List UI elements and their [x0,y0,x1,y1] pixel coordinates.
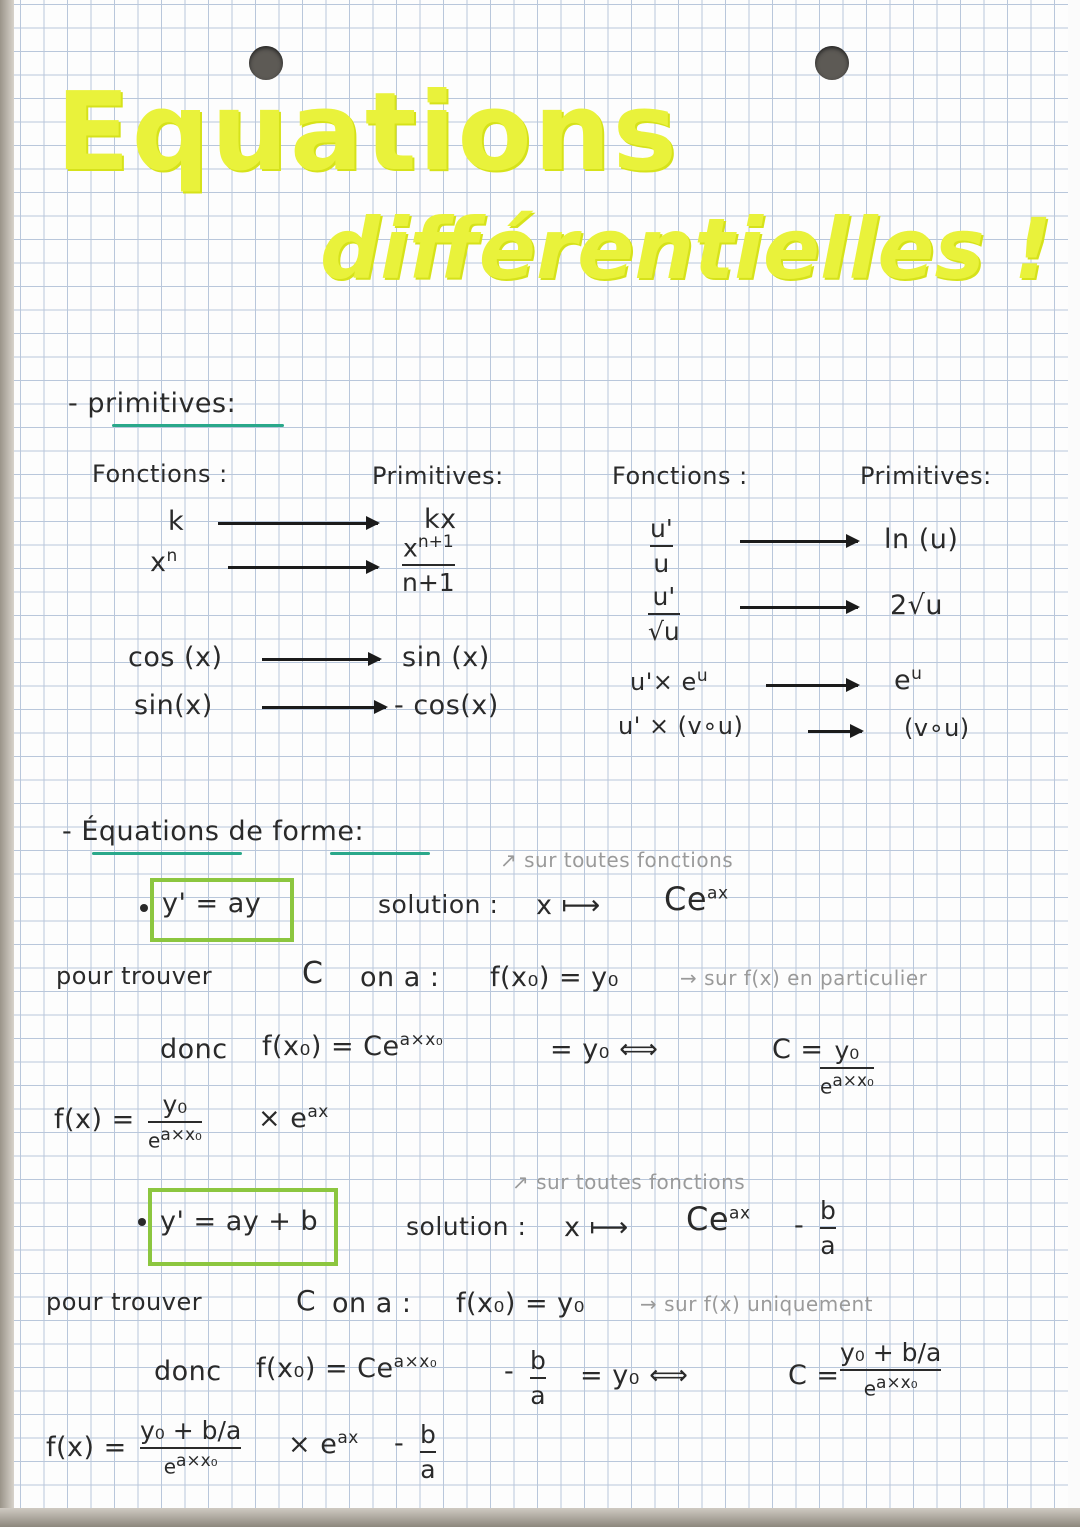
arrow-icon [228,566,378,569]
func-u-prime-times-exp-u: $u'\times e^u$ [630,666,709,696]
func-sin: sin(x) [134,690,213,721]
arrow-icon [262,706,386,709]
eq2-C-label: C = [788,1360,840,1391]
func-u-prime-over-sqrt-u: u' √u [648,582,680,646]
eq2-f-minus: - [394,1428,405,1459]
eq2-form: y' = ay + b [160,1206,319,1237]
eq2-find-prefix: pour trouver [46,1288,203,1316]
eq2-donc-label: donc [154,1356,222,1387]
section-heading-equations: - Équations de forme: [62,816,365,847]
eq2-find-note: → sur f(x) uniquement [640,1292,874,1316]
eq1-f-times-exp: × $e^{ax}$ [258,1102,329,1134]
func-x-pow-n: $x^n$ [150,546,178,578]
eq1-f-label: f(x) = [54,1104,135,1135]
func-u-prime-times-v-of-u: u' × (v∘u) [618,712,744,740]
prim-kx: kx [424,504,457,535]
title-line-2: différentielles ! [320,200,1053,298]
eq1-find-C: C [302,956,324,991]
page-bottom-edge [0,1508,1080,1527]
eq2-solution-map: x ⟼ [564,1212,629,1243]
eq1-donc-eq: = y₀ ⟺ [550,1034,659,1065]
prim-sin: sin (x) [402,642,490,673]
func-cos: cos (x) [128,642,223,673]
col-header-fonctions-right: Fonctions : [612,462,748,490]
eq1-donc-label: donc [160,1034,228,1065]
eq1-solution-expr: $Ce^{ax}$ [664,880,729,918]
arrow-icon [740,606,858,609]
func-u-prime-over-u: u' u [650,514,673,578]
prim-minus-cos: - cos(x) [394,690,499,721]
arrow-icon [218,522,378,525]
prim-2-sqrt-u: 2√u [890,590,943,621]
section-heading-primitives: - primitives: [68,388,237,419]
eq2-donc-minus: - [504,1356,515,1387]
eq2-solution-fraction: b a [820,1196,836,1260]
eq1-find-on-a: on a : [360,962,440,993]
eq1-solution-label: solution : [378,890,499,919]
eq2-find-C: C [296,1284,317,1317]
col-header-primitives-right: Primitives: [860,462,992,490]
eq2-f-trailing-fraction: b a [420,1420,436,1484]
heading-underline [92,852,242,855]
eq1-note: ↗ sur toutes fonctions [500,848,734,872]
title-line-1: Equations [56,70,679,195]
bullet-icon [140,904,148,912]
punch-hole-right [815,46,849,80]
eq2-C-fraction: y₀ + b/a $e^{a\times x_0}$ [840,1338,942,1401]
prim-exp-u: $e^u$ [894,664,923,696]
prim-ln-u: ln (u) [884,524,959,555]
prim-x-pow-n-plus-1-fraction: $x^{n+1}$ n+1 [402,532,455,598]
eq2-solution-expr: $Ce^{ax}$ [686,1200,751,1238]
func-k: k [168,506,185,537]
eq1-f-fraction: y₀ $e^{a\times x_0}$ [148,1090,202,1153]
eq2-find-cond: f(x₀) = y₀ [456,1288,585,1319]
eq2-donc-fraction: b a [530,1346,546,1410]
eq2-f-fraction: y₀ + b/a $e^{a\times x_0}$ [140,1416,242,1479]
eq2-solution-label: solution : [406,1212,527,1241]
eq2-f-label: f(x) = [46,1432,127,1463]
eq1-solution-map: x ⟼ [536,890,601,921]
eq2-note: ↗ sur toutes fonctions [512,1170,746,1194]
eq2-donc-expr: $f(x_0) = Ce^{a\times x_0}$ [256,1352,438,1384]
eq1-C-label: C = [772,1034,824,1065]
eq1-donc-expr: $f(x_0) = Ce^{a\times x_0}$ [262,1030,444,1062]
eq1-find-prefix: pour trouver [56,962,213,990]
prim-v-of-u: (v∘u) [904,714,970,742]
eq2-donc-eq: = y₀ ⟺ [580,1360,689,1391]
arrow-icon [808,730,862,733]
eq1-find-note: → sur f(x) en particulier [680,966,928,990]
arrow-icon [262,658,380,661]
bullet-icon [138,1218,146,1226]
eq2-solution-minus: - [794,1210,805,1241]
eq2-find-on-a: on a : [332,1288,412,1319]
eq2-f-times-exp: × $e^{ax}$ [288,1428,359,1460]
arrow-icon [740,540,858,543]
eq1-form: y' = ay [162,888,262,919]
heading-underline [112,424,284,427]
col-header-primitives-left: Primitives: [372,462,504,490]
binder-edge [0,0,14,1527]
col-header-fonctions-left: Fonctions : [92,460,228,488]
eq1-C-fraction: y₀ $e^{a\times x_0}$ [820,1036,874,1099]
eq1-find-cond: f(x₀) = y₀ [490,962,619,993]
arrow-icon [766,684,858,687]
heading-underline [330,852,430,855]
